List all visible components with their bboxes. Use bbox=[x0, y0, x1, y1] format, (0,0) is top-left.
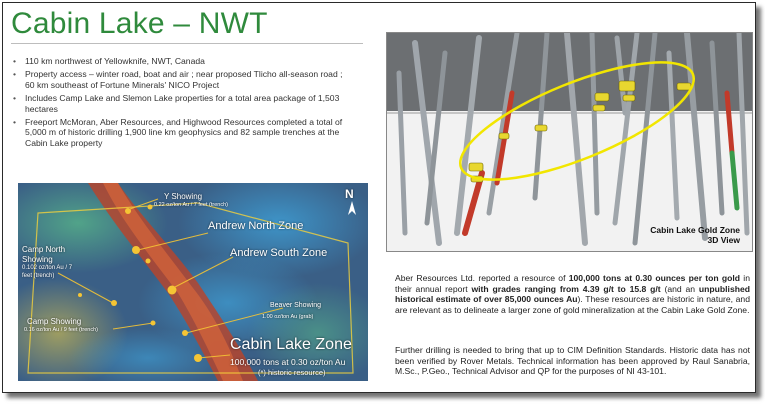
drill-3d-view-image bbox=[386, 32, 753, 252]
para1-bold-grades: with grades ranging from 4.39 g/t to 15.8 g/t bbox=[471, 283, 661, 294]
map-label-camp-grade: 0.16 oz/ton Au / 9 feet (trench) bbox=[24, 327, 98, 333]
map-label-cabin-resource: 100,000 tons at 0.30 oz/ton Au bbox=[230, 357, 346, 367]
map-label-y-showing: Y Showing bbox=[164, 192, 203, 201]
title-divider bbox=[11, 43, 363, 44]
slide bbox=[2, 2, 756, 393]
map-label-camp-north: Camp North bbox=[22, 245, 66, 254]
disclaimer-paragraph: Further drilling is needed to bring that up to CIM Definition Standards. Historic data has not been verified by Rover Metals. Technical information has been approved by Raul Sanabria, M.Sc., P.Geo., Technical Advisor and QP for the purposes of NI 43-101. bbox=[395, 345, 750, 376]
3d-view-caption bbox=[650, 225, 740, 245]
resource-paragraph bbox=[395, 273, 750, 315]
map-label-camp-showing: Camp Showing bbox=[27, 317, 82, 326]
map-label-y-grade: 0.22 oz/ton Au / 7 feet (trench) bbox=[154, 202, 228, 208]
para1-text-2: in their annual report bbox=[395, 273, 750, 294]
para1-bold-resource: 100,000 tons at 0.30 ounces per ton gold bbox=[568, 273, 741, 283]
property-map-image bbox=[18, 183, 368, 381]
bullet-list bbox=[9, 56, 354, 151]
bullet-history: • Freeport McMoran, Aber Resources, and Highwood Resources completed a total of 5,000 m of historic drilling 1,900 line km geophysics and 82 sample trenches at the Cabin Lake property bbox=[9, 117, 354, 148]
page-title: Cabin Lake – NWT bbox=[11, 7, 268, 40]
map-label-andrew-south: Andrew South Zone bbox=[230, 247, 328, 259]
map-label-andrew-north: Andrew North Zone bbox=[208, 220, 304, 232]
map-label-beaver-showing: Beaver Showing bbox=[270, 302, 321, 309]
para1-bold-estimate: unpublished historical estimate of over 85,000 ounces Au bbox=[395, 283, 751, 304]
para1-text-4: ). These resources are historic in nature, and are relevant as to delineate a larger zone of gold mineralization at the Cabin Lake Gold Zone. bbox=[395, 294, 750, 315]
para1-text-1: Aber Resources Ltd. reported a resource of bbox=[395, 273, 569, 283]
map-label-camp-north-trench: feet (trench) bbox=[22, 273, 55, 279]
map-label-cabin-lake-zone: Cabin Lake Zone bbox=[230, 336, 352, 353]
drill-3d-scene bbox=[387, 33, 752, 251]
3d-view-caption-subtitle: 3D View bbox=[707, 235, 740, 245]
bullet-access: • Property access – winter road, boat and air ; near proposed Tlicho all-season road ; 60 km southeast of Fortune Minerals' NICO Project bbox=[9, 69, 354, 90]
map-label-camp-north-grade: 0.102 oz/ton Au / 7 bbox=[22, 265, 73, 271]
3d-view-caption-title: Cabin Lake Gold Zone bbox=[650, 225, 740, 235]
north-arrow-label: N bbox=[345, 187, 354, 201]
para1-text-3: (and an bbox=[660, 283, 699, 294]
map-label-historic-note: (*) historic resource) bbox=[258, 368, 326, 377]
bullet-location: • 110 km northwest of Yellowknife, NWT, Canada bbox=[9, 56, 354, 66]
bullet-properties: • Includes Camp Lake and Slemon Lake properties for a total area package of 1,503 hectares bbox=[9, 93, 354, 114]
map-label-beaver-grade: 1.00 oz/ton Au (grab) bbox=[262, 314, 314, 320]
map-label-camp-north-showing: Showing bbox=[22, 255, 53, 264]
